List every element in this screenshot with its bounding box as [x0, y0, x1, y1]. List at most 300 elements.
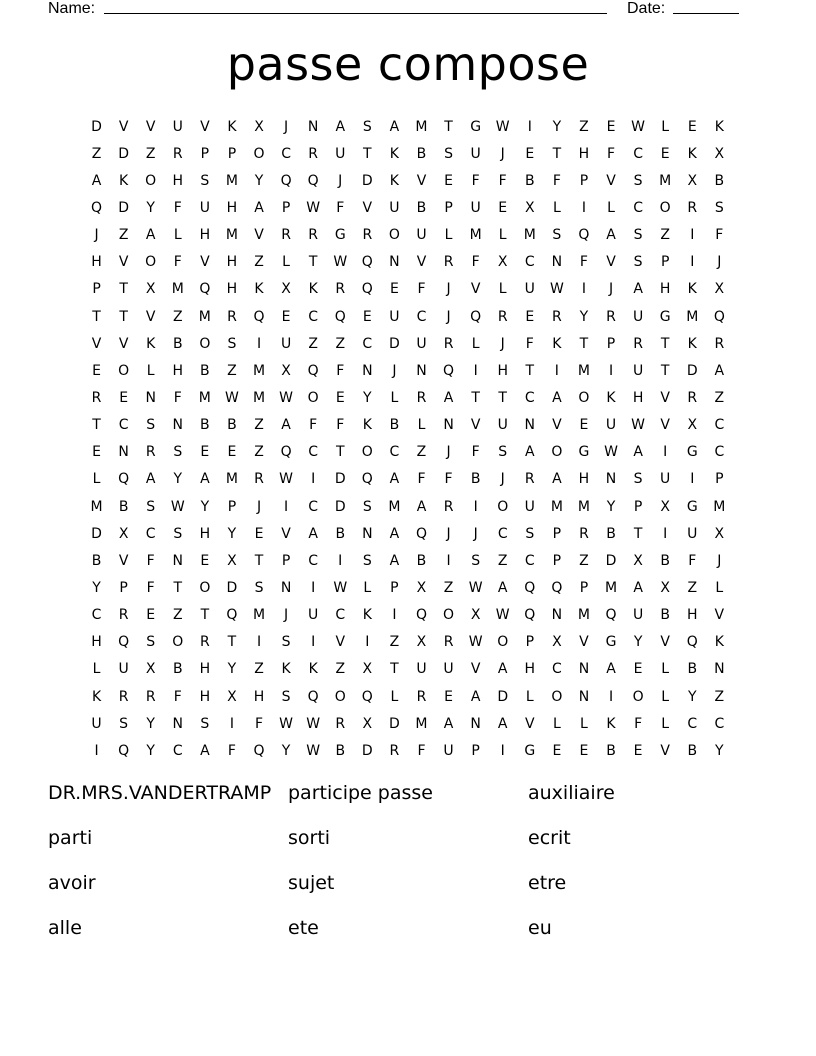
grid-letter[interactable]: K	[714, 634, 724, 651]
grid-letter[interactable]: V	[362, 199, 373, 216]
grid-letter[interactable]: V	[714, 607, 725, 624]
grid-letter[interactable]: X	[687, 417, 698, 434]
grid-letter[interactable]: X	[281, 362, 291, 379]
grid-letter[interactable]: N	[362, 525, 373, 542]
grid-letter[interactable]: P	[471, 742, 480, 759]
grid-letter[interactable]: Q	[253, 308, 265, 325]
grid-letter[interactable]: L	[471, 335, 480, 352]
grid-letter[interactable]: Y	[606, 498, 616, 515]
grid-letter[interactable]: E	[254, 525, 264, 542]
grid-letter[interactable]: C	[551, 661, 562, 678]
grid-letter[interactable]: Q	[118, 634, 130, 651]
grid-letter[interactable]: L	[92, 471, 101, 488]
grid-letter[interactable]: M	[90, 498, 103, 515]
grid-letter[interactable]: S	[119, 715, 129, 732]
grid-letter[interactable]: C	[714, 444, 725, 461]
grid-letter[interactable]: H	[199, 661, 211, 678]
grid-letter[interactable]: J	[500, 335, 505, 352]
grid-letter[interactable]: P	[606, 335, 616, 352]
grid-letter[interactable]: F	[254, 715, 264, 732]
grid-letter[interactable]: K	[91, 688, 102, 705]
grid-letter[interactable]: Z	[254, 444, 264, 461]
grid-letter[interactable]: E	[444, 172, 453, 189]
grid-letter[interactable]: J	[717, 254, 722, 271]
grid-letter[interactable]: Q	[524, 579, 536, 596]
grid-letter[interactable]: T	[119, 281, 128, 298]
grid-letter[interactable]: O	[659, 199, 671, 216]
grid-letter[interactable]: E	[146, 607, 156, 624]
grid-letter[interactable]: Q	[226, 607, 238, 624]
grid-letter[interactable]: M	[469, 227, 482, 244]
grid-letter[interactable]: Y	[146, 742, 155, 759]
grid-letter[interactable]: H	[199, 688, 211, 705]
grid-letter[interactable]: U	[416, 335, 427, 352]
grid-letter[interactable]: O	[199, 335, 211, 352]
grid-letter[interactable]: I	[338, 552, 343, 569]
grid-letter[interactable]: B	[606, 742, 616, 759]
grid-letter[interactable]: T	[390, 661, 399, 678]
grid-letter[interactable]: N	[578, 661, 590, 678]
grid-letter[interactable]: U	[470, 145, 481, 162]
grid-letter[interactable]: B	[687, 742, 698, 759]
grid-letter[interactable]: R	[389, 742, 400, 759]
grid-letter[interactable]: M	[171, 281, 184, 298]
grid-letter[interactable]: Q	[253, 742, 265, 759]
grid-letter[interactable]: X	[281, 281, 291, 298]
grid-letter[interactable]: M	[225, 471, 238, 488]
grid-letter[interactable]: X	[118, 525, 129, 542]
grid-letter[interactable]: T	[227, 634, 237, 651]
grid-letter[interactable]: E	[660, 145, 670, 162]
grid-letter[interactable]: A	[254, 199, 264, 216]
grid-letter[interactable]: M	[252, 607, 266, 624]
grid-letter[interactable]: N	[389, 254, 400, 271]
grid-letter[interactable]: U	[199, 199, 210, 216]
grid-letter[interactable]: S	[444, 145, 453, 162]
grid-letter[interactable]: F	[417, 742, 426, 759]
grid-letter[interactable]: R	[714, 335, 725, 352]
grid-letter[interactable]: Z	[714, 389, 725, 406]
grid-letter[interactable]: C	[714, 417, 725, 434]
grid-letter[interactable]: F	[579, 254, 588, 271]
grid-letter[interactable]: D	[334, 471, 346, 488]
grid-letter[interactable]: H	[172, 362, 184, 379]
grid-letter[interactable]: L	[661, 688, 670, 705]
grid-letter[interactable]: X	[362, 715, 373, 732]
grid-letter[interactable]: M	[604, 579, 618, 596]
grid-letter[interactable]: O	[497, 498, 509, 515]
grid-letter[interactable]: I	[663, 525, 668, 542]
grid-letter[interactable]: U	[632, 607, 644, 624]
grid-letter[interactable]: B	[660, 552, 670, 569]
grid-letter[interactable]: W	[604, 444, 618, 461]
grid-letter[interactable]: H	[497, 362, 508, 379]
grid-letter[interactable]: R	[687, 389, 698, 406]
grid-letter[interactable]: J	[473, 525, 478, 542]
grid-letter[interactable]: J	[608, 281, 614, 298]
grid-letter[interactable]: C	[308, 444, 319, 461]
grid-letter[interactable]: C	[416, 308, 427, 325]
grid-letter[interactable]: A	[606, 227, 616, 244]
grid-letter[interactable]: D	[686, 362, 698, 379]
grid-letter[interactable]: M	[415, 715, 428, 732]
grid-letter[interactable]: B	[606, 525, 616, 542]
grid-letter[interactable]: O	[497, 634, 509, 651]
grid-letter[interactable]: P	[552, 552, 562, 569]
grid-letter[interactable]: L	[661, 715, 670, 732]
grid-letter[interactable]: R	[443, 335, 454, 352]
grid-letter[interactable]: M	[225, 172, 238, 189]
grid-letter[interactable]: O	[118, 362, 130, 379]
grid-letter[interactable]: W	[306, 742, 321, 759]
grid-letter[interactable]: B	[416, 145, 427, 162]
grid-letter[interactable]: I	[365, 634, 370, 651]
grid-letter[interactable]: D	[605, 552, 617, 569]
grid-letter[interactable]: Z	[145, 145, 156, 162]
grid-letter[interactable]: Z	[660, 227, 670, 244]
grid-letter[interactable]: J	[500, 145, 505, 162]
grid-letter[interactable]: Y	[200, 498, 210, 515]
grid-letter[interactable]: L	[390, 688, 399, 705]
grid-letter[interactable]: U	[687, 525, 698, 542]
grid-letter[interactable]: Z	[308, 335, 318, 352]
grid-letter[interactable]: H	[91, 634, 102, 651]
grid-letter[interactable]: Q	[280, 444, 292, 461]
grid-letter[interactable]: C	[687, 715, 698, 732]
grid-letter[interactable]: E	[200, 552, 210, 569]
grid-letter[interactable]: R	[145, 444, 156, 461]
grid-letter[interactable]: S	[362, 118, 372, 135]
grid-letter[interactable]: K	[389, 145, 399, 162]
grid-letter[interactable]: T	[119, 308, 128, 325]
grid-letter[interactable]: W	[333, 579, 348, 596]
grid-letter[interactable]: M	[198, 389, 211, 406]
grid-letter[interactable]: R	[91, 389, 102, 406]
grid-letter[interactable]: Q	[334, 308, 346, 325]
grid-letter[interactable]: P	[552, 525, 562, 542]
grid-letter[interactable]: K	[606, 715, 616, 732]
grid-letter[interactable]: E	[579, 417, 589, 434]
grid-letter[interactable]: H	[91, 254, 102, 271]
grid-letter[interactable]: P	[715, 471, 724, 488]
grid-letter[interactable]: D	[118, 199, 129, 216]
grid-letter[interactable]: U	[416, 661, 427, 678]
grid-letter[interactable]: I	[608, 688, 614, 705]
grid-letter[interactable]: I	[500, 742, 505, 759]
grid-letter[interactable]: I	[527, 118, 532, 135]
grid-letter[interactable]: L	[92, 661, 101, 678]
grid-letter[interactable]: R	[118, 607, 129, 624]
grid-letter[interactable]: H	[578, 145, 590, 162]
grid-letter[interactable]: A	[606, 661, 616, 678]
grid-letter[interactable]: Q	[524, 607, 536, 624]
grid-letter[interactable]: F	[227, 742, 236, 759]
grid-letter[interactable]: W	[279, 471, 293, 488]
grid-letter[interactable]: N	[307, 118, 319, 135]
grid-letter[interactable]: V	[552, 417, 562, 434]
grid-letter[interactable]: U	[605, 417, 617, 434]
grid-letter[interactable]: Z	[335, 661, 346, 678]
grid-letter[interactable]: I	[473, 362, 478, 379]
grid-letter[interactable]: C	[91, 607, 102, 624]
grid-letter[interactable]: A	[443, 715, 454, 732]
grid-letter[interactable]: S	[552, 227, 562, 244]
grid-letter[interactable]: C	[633, 145, 643, 162]
grid-letter[interactable]: L	[661, 118, 670, 135]
grid-letter[interactable]: L	[417, 417, 426, 434]
grid-letter[interactable]: B	[416, 199, 427, 216]
grid-letter[interactable]: A	[497, 715, 508, 732]
grid-letter[interactable]: C	[308, 498, 319, 515]
grid-letter[interactable]: U	[308, 607, 319, 624]
grid-letter[interactable]: Z	[416, 444, 427, 461]
grid-letter[interactable]: I	[608, 362, 614, 379]
grid-letter[interactable]: G	[578, 444, 590, 461]
grid-letter[interactable]: C	[281, 145, 291, 162]
grid-letter[interactable]: Y	[579, 308, 589, 325]
grid-letter[interactable]: I	[229, 715, 234, 732]
grid-letter[interactable]: E	[606, 118, 616, 135]
grid-letter[interactable]: U	[416, 227, 427, 244]
grid-letter[interactable]: O	[388, 227, 400, 244]
grid-letter[interactable]: L	[498, 281, 507, 298]
grid-letter[interactable]: Q	[118, 471, 130, 488]
grid-letter[interactable]: Y	[552, 118, 562, 135]
grid-letter[interactable]: F	[498, 172, 507, 189]
grid-letter[interactable]: Q	[713, 308, 725, 325]
grid-letter[interactable]: D	[334, 498, 346, 515]
grid-letter[interactable]: Y	[633, 634, 643, 651]
grid-letter[interactable]: Y	[254, 172, 264, 189]
grid-letter[interactable]: V	[470, 281, 481, 298]
grid-letter[interactable]: O	[443, 607, 455, 624]
grid-letter[interactable]: R	[199, 634, 210, 651]
grid-letter[interactable]: R	[254, 471, 264, 488]
grid-letter[interactable]: X	[497, 254, 508, 271]
grid-letter[interactable]: Q	[199, 281, 211, 298]
grid-letter[interactable]: B	[416, 552, 427, 569]
grid-letter[interactable]: H	[632, 389, 644, 406]
grid-letter[interactable]: W	[495, 607, 510, 624]
grid-letter[interactable]: G	[686, 498, 698, 515]
grid-letter[interactable]: A	[389, 552, 400, 569]
grid-letter[interactable]: V	[335, 634, 346, 651]
grid-letter[interactable]: P	[525, 634, 535, 651]
grid-letter[interactable]: V	[118, 118, 129, 135]
grid-letter[interactable]: L	[173, 227, 182, 244]
grid-letter[interactable]: B	[714, 172, 725, 189]
grid-letter[interactable]: L	[552, 199, 561, 216]
grid-letter[interactable]: E	[200, 444, 210, 461]
grid-letter[interactable]: D	[226, 579, 238, 596]
grid-letter[interactable]: O	[632, 688, 644, 705]
grid-letter[interactable]: H	[226, 199, 238, 216]
grid-letter[interactable]: V	[281, 525, 291, 542]
grid-letter[interactable]: F	[444, 471, 453, 488]
grid-letter[interactable]: G	[605, 634, 617, 651]
grid-letter[interactable]: R	[524, 471, 535, 488]
grid-letter[interactable]: R	[443, 634, 454, 651]
grid-letter[interactable]: U	[497, 417, 508, 434]
grid-letter[interactable]: V	[254, 227, 264, 244]
grid-letter[interactable]: Y	[227, 661, 237, 678]
grid-letter[interactable]: R	[552, 308, 562, 325]
grid-letter[interactable]: X	[145, 281, 156, 298]
grid-letter[interactable]: A	[552, 389, 562, 406]
grid-letter[interactable]: L	[552, 715, 561, 732]
grid-letter[interactable]: B	[687, 661, 698, 678]
grid-letter[interactable]: C	[145, 525, 156, 542]
grid-letter[interactable]: Z	[497, 552, 508, 569]
grid-letter[interactable]: Y	[687, 688, 697, 705]
grid-letter[interactable]: F	[173, 199, 182, 216]
grid-letter[interactable]: I	[94, 742, 99, 759]
grid-letter[interactable]: A	[525, 444, 535, 461]
grid-letter[interactable]: D	[361, 742, 373, 759]
grid-letter[interactable]: O	[199, 579, 211, 596]
grid-letter[interactable]: D	[497, 688, 509, 705]
grid-letter[interactable]: H	[659, 281, 671, 298]
grid-letter[interactable]: P	[227, 498, 237, 515]
grid-letter[interactable]: D	[361, 172, 373, 189]
grid-letter[interactable]: T	[579, 335, 589, 352]
grid-letter[interactable]: R	[118, 688, 129, 705]
grid-letter[interactable]: L	[607, 199, 615, 216]
grid-letter[interactable]: S	[200, 172, 210, 189]
grid-letter[interactable]: Y	[92, 579, 101, 596]
grid-letter[interactable]: W	[170, 498, 185, 515]
grid-letter[interactable]: J	[717, 552, 722, 569]
grid-letter[interactable]: Q	[118, 742, 130, 759]
grid-letter[interactable]: Y	[227, 525, 237, 542]
grid-letter[interactable]: Q	[307, 688, 319, 705]
grid-letter[interactable]: M	[388, 498, 401, 515]
grid-letter[interactable]: S	[633, 471, 643, 488]
grid-letter[interactable]: M	[577, 498, 590, 515]
grid-letter[interactable]: O	[145, 254, 157, 271]
grid-letter[interactable]: E	[119, 389, 129, 406]
grid-letter[interactable]: G	[659, 308, 671, 325]
grid-letter[interactable]: A	[633, 444, 643, 461]
grid-letter[interactable]: C	[308, 308, 319, 325]
grid-letter[interactable]: H	[578, 471, 590, 488]
grid-letter[interactable]: B	[200, 362, 210, 379]
grid-letter[interactable]: U	[524, 281, 535, 298]
grid-letter[interactable]: C	[335, 607, 346, 624]
grid-letter[interactable]: E	[525, 145, 535, 162]
grid-letter[interactable]: K	[227, 118, 237, 135]
grid-letter[interactable]: M	[713, 498, 726, 515]
grid-letter[interactable]: M	[252, 389, 266, 406]
grid-letter[interactable]: W	[495, 118, 510, 135]
grid-letter[interactable]: R	[633, 335, 643, 352]
grid-letter[interactable]: Q	[361, 688, 373, 705]
grid-letter[interactable]: A	[145, 227, 156, 244]
grid-letter[interactable]: H	[524, 661, 536, 678]
grid-letter[interactable]: R	[335, 281, 346, 298]
grid-letter[interactable]: A	[497, 661, 508, 678]
grid-letter[interactable]: W	[225, 389, 239, 406]
grid-letter[interactable]: M	[225, 227, 238, 244]
grid-letter[interactable]: A	[91, 172, 102, 189]
grid-letter[interactable]: G	[686, 444, 698, 461]
grid-letter[interactable]: E	[362, 308, 372, 325]
grid-letter[interactable]: F	[525, 335, 534, 352]
grid-letter[interactable]: M	[415, 118, 428, 135]
grid-letter[interactable]: Q	[361, 254, 373, 271]
grid-letter[interactable]: Q	[443, 362, 455, 379]
grid-letter[interactable]: P	[92, 281, 101, 298]
grid-letter[interactable]: H	[226, 281, 238, 298]
grid-letter[interactable]: P	[579, 172, 589, 189]
grid-letter[interactable]: R	[416, 389, 427, 406]
grid-letter[interactable]: F	[471, 444, 480, 461]
grid-letter[interactable]: O	[253, 145, 265, 162]
grid-letter[interactable]: T	[633, 525, 643, 542]
grid-letter[interactable]: Y	[363, 389, 372, 406]
grid-letter[interactable]: L	[363, 579, 372, 596]
grid-letter[interactable]: B	[660, 607, 670, 624]
grid-letter[interactable]: M	[577, 607, 590, 624]
grid-letter[interactable]: O	[172, 634, 184, 651]
grid-letter[interactable]: N	[118, 444, 129, 461]
grid-letter[interactable]: R	[606, 308, 616, 325]
grid-letter[interactable]: I	[581, 199, 587, 216]
grid-letter[interactable]: J	[446, 308, 451, 325]
grid-letter[interactable]: I	[554, 362, 559, 379]
grid-letter[interactable]: F	[146, 579, 155, 596]
grid-letter[interactable]: V	[416, 172, 427, 189]
grid-letter[interactable]: P	[119, 579, 128, 596]
grid-letter[interactable]: J	[500, 471, 505, 488]
grid-letter[interactable]: V	[118, 254, 129, 271]
grid-letter[interactable]: I	[473, 498, 478, 515]
grid-letter[interactable]: P	[579, 579, 589, 596]
grid-letter[interactable]: H	[226, 254, 238, 271]
grid-letter[interactable]: C	[362, 335, 373, 352]
grid-letter[interactable]: U	[389, 308, 400, 325]
grid-letter[interactable]: U	[280, 335, 292, 352]
grid-letter[interactable]: P	[227, 145, 237, 162]
grid-letter[interactable]: K	[552, 335, 562, 352]
grid-letter[interactable]: S	[146, 417, 156, 434]
grid-letter[interactable]: O	[361, 444, 373, 461]
grid-letter[interactable]: V	[660, 634, 670, 651]
grid-letter[interactable]: K	[362, 607, 372, 624]
grid-letter[interactable]: R	[362, 227, 373, 244]
grid-letter[interactable]: Q	[361, 471, 373, 488]
grid-letter[interactable]: C	[308, 552, 319, 569]
grid-letter[interactable]: E	[281, 308, 291, 325]
grid-letter[interactable]: M	[523, 227, 536, 244]
grid-letter[interactable]: N	[172, 552, 184, 569]
grid-letter[interactable]: D	[389, 335, 400, 352]
grid-letter[interactable]: Q	[307, 172, 319, 189]
grid-letter[interactable]: M	[198, 308, 211, 325]
grid-letter[interactable]: S	[362, 498, 372, 515]
grid-letter[interactable]: U	[660, 471, 671, 488]
grid-letter[interactable]: N	[524, 417, 536, 434]
grid-letter[interactable]: V	[579, 634, 589, 651]
grid-letter[interactable]: M	[686, 308, 699, 325]
grid-letter[interactable]: X	[660, 579, 670, 596]
grid-letter[interactable]: M	[252, 362, 266, 379]
grid-letter[interactable]: Z	[118, 227, 129, 244]
grid-letter[interactable]: A	[714, 362, 725, 379]
grid-letter[interactable]: T	[498, 389, 507, 406]
grid-letter[interactable]: N	[172, 715, 184, 732]
grid-letter[interactable]: J	[446, 525, 451, 542]
